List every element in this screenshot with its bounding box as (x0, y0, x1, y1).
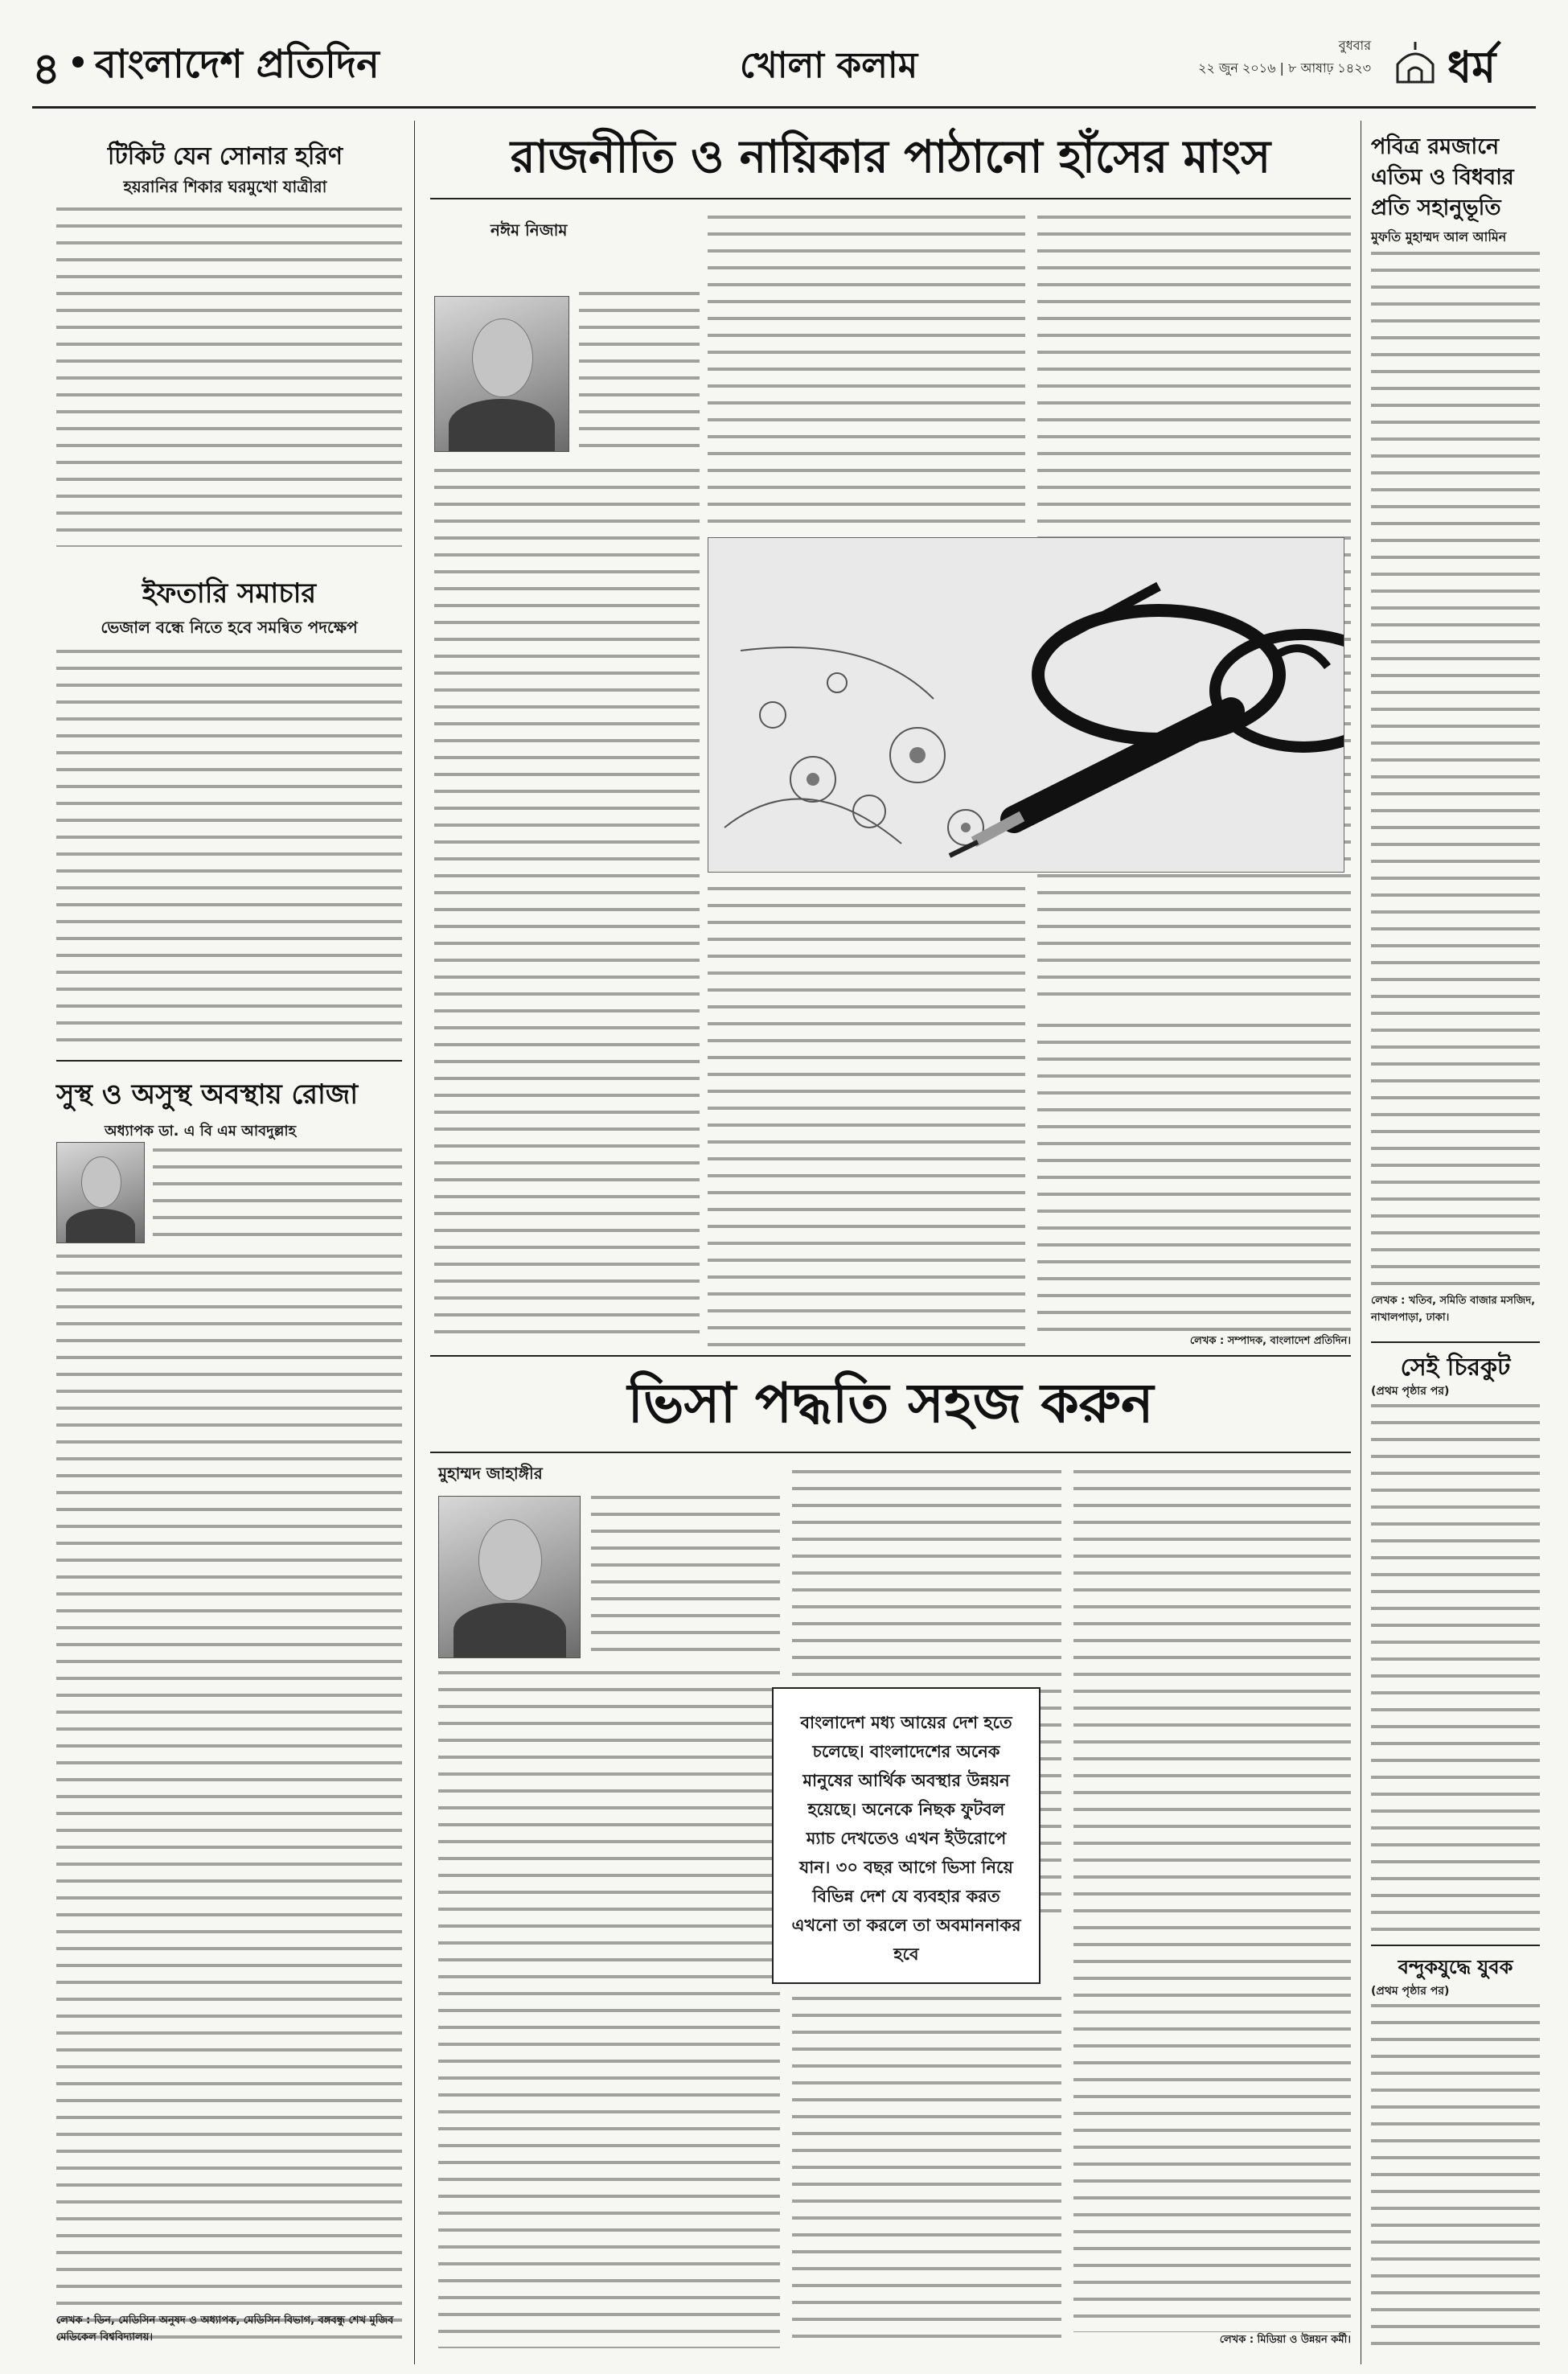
right-divider-2 (1371, 1945, 1540, 1946)
main-col2 (708, 209, 1025, 527)
masthead-rule (32, 106, 1536, 109)
chirkut-body (1371, 1398, 1540, 1938)
roza-title: সুস্থ ও অসুস্থ অবস্থায় রোজা (56, 1078, 359, 1111)
ticket-title: টিকিট যেন সোনার হরিণ (107, 142, 343, 170)
section-name: খোলা কলাম (740, 45, 918, 86)
main-col1-a (579, 285, 700, 454)
main-title-rule (430, 198, 1351, 199)
ticket-subtitle: হয়রানির শিকার ঘরমুখো যাত্রীরা (123, 177, 327, 196)
visa-col1-b (438, 1665, 780, 2348)
religion-author: মুফতি মুহাম্মদ আল আমিন (1371, 229, 1507, 244)
roza-body-top (153, 1142, 402, 1242)
visa-title-rule (430, 1452, 1351, 1453)
paper-name: বাংলাদেশ প্রতিদিন (95, 42, 380, 87)
mosque-icon (1391, 40, 1439, 88)
chirkut-title: সেই চিরকুট (1400, 1353, 1511, 1382)
religion-title-3: প্রতি সহানুভূতি (1371, 195, 1501, 220)
col-divider-1 (414, 121, 415, 2364)
pen-glasses-illustration (708, 537, 1344, 873)
iftar-title: ইফতারি সমাচার (142, 577, 317, 610)
visa-pullquote (772, 1687, 1041, 1984)
main-col1-b (434, 462, 700, 1347)
left-divider (56, 1060, 402, 1062)
main-col3-bottom (1037, 1017, 1351, 1331)
visa-author-photo (438, 1496, 581, 1658)
visa-author: মুহাম্মদ জাহাঙ্গীর (438, 1464, 543, 1483)
main-credit: লেখক : সম্পাদক, বাংলাদেশ প্রতিদিন। (1189, 1335, 1351, 1347)
iftar-subtitle: ভেজাল বন্ধে নিতে হবে সমন্বিত পদক্ষেপ (101, 618, 358, 637)
right-divider-1 (1371, 1341, 1540, 1343)
main-bottom-rule (430, 1355, 1351, 1357)
youth-body (1371, 1998, 1540, 2348)
visa-col1-a (591, 1489, 780, 1658)
religion-title-2: এতিম ও বিধবার (1371, 165, 1514, 190)
day-label: বুধবার (1338, 38, 1371, 53)
roza-credit: লেখক : ডিন, মেডিসিন অনুষদ ও অধ্যাপক, মেডিসিন বিভাগ, বঙ্গবন্ধু শেখ মুজিব মেডিকেল বিশ্ববিদ্যালয়। (56, 2314, 394, 2343)
bullet-icon (72, 56, 84, 68)
visa-title: ভিসা পদ্ধতি সহজ করুন (627, 1371, 1154, 1435)
visa-col2-b (792, 1990, 1061, 2348)
visa-col3 (1073, 1464, 1351, 2332)
chirkut-lead: (প্রথম পৃষ্ঠার পর) (1371, 1385, 1450, 1398)
youth-lead: (প্রথম পৃষ্ঠার পর) (1371, 1985, 1450, 1998)
roza-body (56, 1248, 402, 2348)
main-author: নঈম নিজাম (491, 220, 568, 240)
columnist-photo (434, 296, 569, 452)
religion-credit: লেখক : খতিব, সমিতি বাজার মসজিদ, নাখালপাড়া, ঢাকা। (1371, 1295, 1536, 1324)
date-label: ২২ জুন ২০১৬ | ৮ আষাঢ় ১৪২৩ (1198, 60, 1371, 76)
religion-title-1: পবিত্র রমজানে (1371, 134, 1500, 159)
religion-body (1371, 245, 1540, 1291)
visa-credit: লেখক : মিডিয়া ও উন্নয়ন কর্মী। (1219, 2334, 1351, 2346)
pullquote-text: বাংলাদেশ মধ্য আয়ের দেশ হতে চলেছে। বাংলাদেশের অনেক মানুষের আর্থিক অবস্থার উন্নয়ন হয়েছে। অনেকে নিছক ফুটবল ম্যাচ দেখতেও এখন ইউরোপে যান। ৩০ বছর আগে ভিসা নিয়ে বিভিন্ন দেশ যে ব্যবহার করত এখনো তা করলে তা অবমাননাকর হবে (791, 1713, 1021, 1964)
main-col2-bottom (708, 881, 1025, 1347)
iftar-body (56, 643, 402, 1049)
masthead (32, 32, 1544, 105)
page-number: ৪ (32, 43, 61, 94)
youth-title: বন্দুকযুদ্ধে যুবক (1398, 1955, 1513, 1978)
main-title: রাজনীতি ও নায়িকার পাঠানো হাঁসের মাংস (510, 130, 1271, 183)
ticket-body (56, 201, 402, 547)
author-photo (56, 1142, 145, 1243)
roza-author: অধ্যাপক ডা. এ বি এম আবদুল্লাহ (105, 1123, 297, 1140)
right-section-name: ধর্ম (1447, 41, 1496, 92)
